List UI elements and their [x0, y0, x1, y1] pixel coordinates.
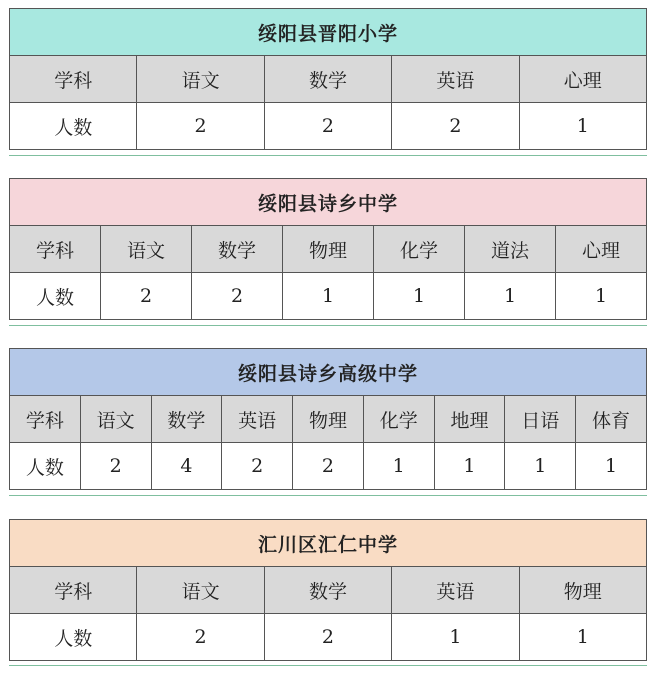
count-cell: 1 [392, 614, 519, 661]
subject-count-table [9, 8, 647, 150]
school-table-2 [9, 178, 647, 320]
subject-header-cell: 化学 [374, 226, 465, 273]
school-table-3 [9, 348, 647, 490]
title-row [10, 179, 647, 226]
count-cell: 1 [519, 614, 646, 661]
school-title: 绥阳县诗乡中学 [10, 179, 647, 226]
subject-count-table [9, 178, 647, 320]
count-cell: 1 [363, 443, 434, 490]
row-label-subject: 学科 [10, 567, 137, 614]
subject-header-cell: 语文 [80, 396, 151, 443]
title-row [10, 520, 647, 567]
row-label-subject: 学科 [10, 226, 101, 273]
subject-header-cell: 心理 [519, 56, 646, 103]
count-cell: 2 [80, 443, 151, 490]
count-cell: 2 [192, 273, 283, 320]
count-cell: 1 [374, 273, 465, 320]
row-label-subject: 学科 [10, 396, 81, 443]
count-row [10, 614, 647, 661]
count-cell: 2 [392, 103, 519, 150]
subject-header-cell: 英语 [392, 56, 519, 103]
subject-header-cell: 体育 [576, 396, 647, 443]
school-title: 绥阳县晋阳小学 [10, 9, 647, 56]
subject-header-cell: 物理 [283, 226, 374, 273]
subject-header-cell: 道法 [465, 226, 556, 273]
count-cell: 1 [519, 103, 646, 150]
count-cell: 4 [151, 443, 222, 490]
count-cell: 1 [434, 443, 505, 490]
header-row [10, 56, 647, 103]
row-label-count: 人数 [10, 443, 81, 490]
header-row [10, 226, 647, 273]
subject-count-table [9, 348, 647, 490]
school-title: 汇川区汇仁中学 [10, 520, 647, 567]
subject-header-cell: 数学 [264, 56, 391, 103]
count-row [10, 443, 647, 490]
count-cell: 2 [222, 443, 293, 490]
count-cell: 1 [556, 273, 647, 320]
subject-header-cell: 物理 [293, 396, 364, 443]
subject-count-table [9, 519, 647, 661]
subject-header-cell: 日语 [505, 396, 576, 443]
count-cell: 2 [137, 103, 264, 150]
count-cell: 1 [283, 273, 374, 320]
subject-header-cell: 化学 [363, 396, 434, 443]
school-table-4 [9, 519, 647, 661]
count-cell: 1 [465, 273, 556, 320]
title-row [10, 349, 647, 396]
subject-header-cell: 心理 [556, 226, 647, 273]
subject-header-cell: 语文 [101, 226, 192, 273]
count-cell: 2 [137, 614, 264, 661]
subject-header-cell: 英语 [392, 567, 519, 614]
school-table-1 [9, 8, 647, 150]
title-row [10, 9, 647, 56]
count-cell: 1 [505, 443, 576, 490]
subject-header-cell: 语文 [137, 56, 264, 103]
row-label-subject: 学科 [10, 56, 137, 103]
subject-header-cell: 数学 [192, 226, 283, 273]
count-row [10, 103, 647, 150]
subject-header-cell: 数学 [264, 567, 391, 614]
school-title: 绥阳县诗乡高级中学 [10, 349, 647, 396]
count-cell: 2 [264, 614, 391, 661]
count-cell: 2 [264, 103, 391, 150]
subject-header-cell: 英语 [222, 396, 293, 443]
header-row [10, 567, 647, 614]
subject-header-cell: 物理 [519, 567, 646, 614]
section-divider [9, 325, 647, 326]
row-label-count: 人数 [10, 273, 101, 320]
section-divider [9, 665, 647, 666]
count-cell: 1 [576, 443, 647, 490]
row-label-count: 人数 [10, 103, 137, 150]
section-divider [9, 155, 647, 156]
subject-header-cell: 数学 [151, 396, 222, 443]
count-cell: 2 [101, 273, 192, 320]
section-divider [9, 495, 647, 496]
subject-header-cell: 语文 [137, 567, 264, 614]
count-row [10, 273, 647, 320]
subject-header-cell: 地理 [434, 396, 505, 443]
row-label-count: 人数 [10, 614, 137, 661]
count-cell: 2 [293, 443, 364, 490]
header-row [10, 396, 647, 443]
